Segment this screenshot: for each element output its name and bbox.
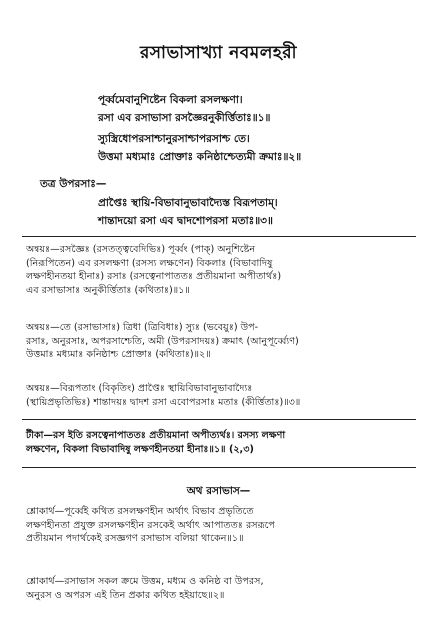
anvaya-3-line: অন্বয়ঃ—বিরূপতাং (বিকৃতিং) প্রাপ্তৈঃ স্থায়িবিভাবানুভাবাদ্যৈঃ [26,383,253,394]
anvaya-3-line: (স্থায়িপ্রভৃতিভিঃ) শান্তাদয়ঃ দ্বাদশ রসা এবোপরসাঃ মতাঃ (কীর্ত্তিতাঃ)॥৩॥ [26,396,301,408]
anvaya-block-2 [26,321,414,362]
verse-line-6: শান্তাদয়ো রসা এব দ্বাদশোপরসা মতাঃ॥৩॥ [98,215,273,227]
anvaya-2-line: উত্তমাঃ মধ্যমাঃ কনিষ্ঠাশ্চ প্রোক্তাঃ (কথিতাঃ)॥২॥ [26,349,211,361]
sloka-2-line: শ্লোকার্থ—রসাভাস সকল ক্রমে উত্তম, মধ্যম ও কনিষ্ঠ বা উপরস, [26,576,264,587]
tatra-uparasa-label: তত্র উপরসাঃ— [40,178,107,190]
anvaya-block-3 [26,382,414,409]
divider-top [22,236,416,237]
anvaya-1-line: অন্বয়ঃ—রসজ্ঞৈঃ (রসতত্ত্ববেদিভিঃ) পূর্ব্বং (পাক্) অনুশিষ্টেন [26,244,256,255]
anvaya-1-line: এব রসাভাসাঃ অনুকীর্ত্তিতাঃ (কথিতাঃ)॥১॥ [26,284,190,296]
sloka-2-line: অনুরস ও অপরস এই তিন প্রকার কথিত হইয়াছে॥২॥ [26,589,225,601]
divider-lower [22,467,416,468]
sloka-1-line: লক্ষণহীনতা প্রযুক্ত রসলক্ষণহীন রসকেই অর্থাৎ আপাততঃ রসরূপে [26,519,275,531]
sloka-1-line: শ্লোকার্থ—পূর্ব্বেই কথিত রসলক্ষণহীন অর্থাৎ বিভাব প্রভৃতিতে [26,506,254,517]
verse-line-1: পূর্ব্বমেবানুশিষ্টেন বিকলা রসলক্ষণা। [98,94,243,106]
sloka-block-2 [26,575,414,602]
anvaya-1-line: (নিরূপিতেন) এব রসলক্ষণা (রসস্য লক্ষণেন) বিকলাঃ (বিভাবাদিষু [26,257,273,269]
verse-line-3: স্যুস্ত্রিধোপরসাশ্চানুরসাশ্চাপরসাশ্চ তে। [98,133,250,145]
anvaya-block-1 [26,243,414,297]
chapter-title: রসাভাসাখ্যা নবমলহরী [139,43,298,63]
divider-mid [22,419,416,420]
anvaya-2-line: রসাঃ, অনুরসাঃ, অপরসাশ্চেতি, অমী (উপরসাদয়ঃ) ক্রমাৎ (আনুপূর্ব্ব্যেণ) [26,335,299,347]
sloka-block-1 [26,505,414,546]
tika-block [26,429,414,457]
verse-line-2: রসা এব রসাভাসা রসজ্ঞৈরনুকীর্ত্তিতাঃ॥১॥ [98,112,271,124]
verse-line-4: উত্তমা মধ্যমাঃ প্রোক্তাঃ কনিষ্ঠাশ্চেত্যমী ক্রমাঃ॥২॥ [98,151,302,163]
tika-line: টীকা—রস ইতি রসত্বেনাপাততঃ প্রতীয়মানা অপীত্যর্থঃ। রসস্য লক্ষণা [26,430,286,441]
atha-rasabhasa-heading: অথ রসাভাস— [186,485,251,497]
anvaya-2-line: অন্বয়ঃ—তে (রসাভাসাঃ) ত্রিধা (ত্রিবিধাঃ) স্যুঃ (ভবেয়ুঃ) উপ- [26,322,259,333]
tika-line: লক্ষণেন, বিকলা বিভাবাদিষু লক্ষণহীনতয়া হীনাঃ॥১॥ (২,৩) [26,444,254,455]
sloka-1-line: প্রতীয়মান পদার্থকেই রসজ্ঞগণ রসাভাস বলিয়া থাকেন॥১॥ [26,533,244,545]
verse-line-5: প্রাপ্তৈঃ স্থায়ি-বিভাবানুভাবাদ্যৈস্ত বিরূপতাম্। [98,197,278,209]
anvaya-1-line: লক্ষণহীনতয়া হীনাঃ) রসাঃ (রসত্বেনাপাততঃ প্রতীয়মানা অপীতার্থঃ) [26,271,282,283]
